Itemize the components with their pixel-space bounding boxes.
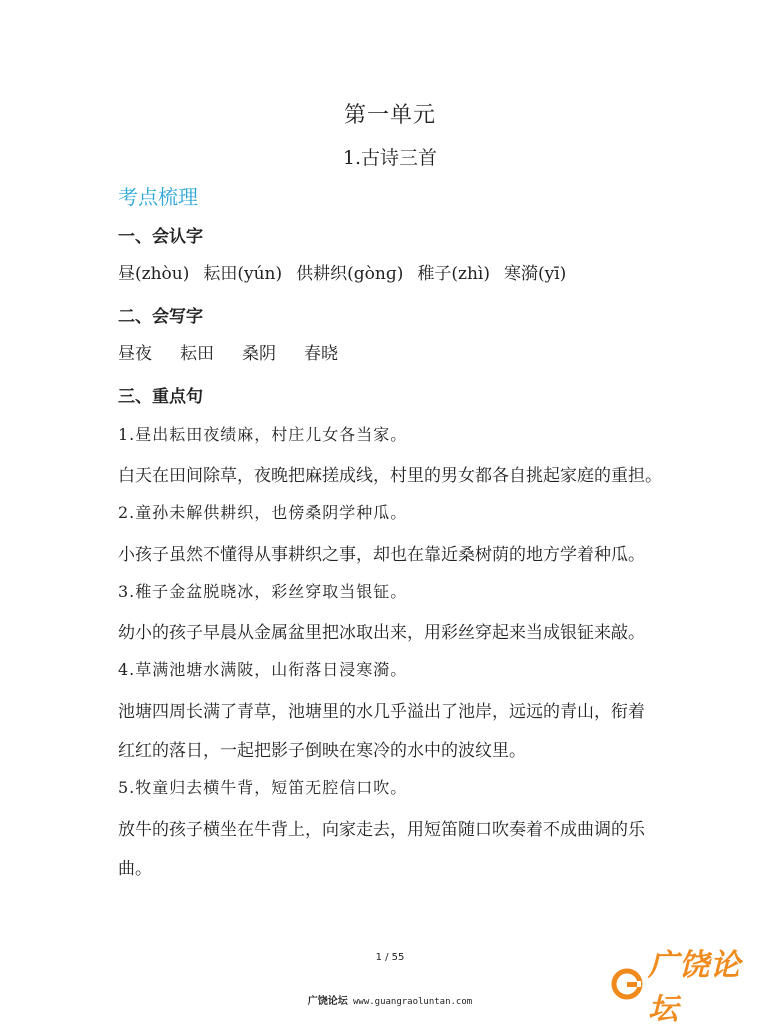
footer-site-url: www.guangraoluntan.com <box>352 997 473 1007</box>
poem-line: 5.牧童归去横牛背，短笛无腔信口吹。 <box>118 778 408 797</box>
write-item: 春晓 <box>304 344 338 364</box>
translation-line: 白天在田间除草，夜晚把麻搓成线，村里的男女都各自挑起家庭的重担。 <box>118 466 662 486</box>
footer-site-name: 广饶论坛 <box>307 996 348 1007</box>
write-item: 桑阴 <box>242 344 276 364</box>
translation-line: 小孩子虽然不懂得从事耕织之事，却也在靠近桑树荫的地方学着种瓜。 <box>118 545 645 565</box>
recognize-item: 耘田(yún) <box>203 264 283 284</box>
recognize-item: 稚子(zhì) <box>417 264 490 284</box>
recognize-item: 寒漪(yī) <box>503 264 567 284</box>
write-item: 昼夜 <box>118 344 152 364</box>
section-title: 考点梳理 <box>118 185 198 209</box>
poem-line: 4.草满池塘水满陂，山衔落日浸寒漪。 <box>118 660 408 679</box>
recognize-heading: 一、会认字 <box>118 227 203 247</box>
site-logo <box>610 948 770 1027</box>
key-sentences-heading: 三、重点句 <box>118 387 203 407</box>
translation-line: 池塘四周长满了青草，池塘里的水几乎溢出了池岸，远远的青山，衔着 <box>118 702 645 722</box>
logo-emblem-icon <box>610 967 644 1001</box>
translation-line: 放牛的孩子横坐在牛背上，向家走去，用短笛随口吹奏着不成曲调的乐 <box>118 820 645 840</box>
lesson-title: 1.古诗三首 <box>342 147 438 169</box>
poem-line: 3.稚子金盆脱晓冰，彩丝穿取当银钲。 <box>118 582 408 601</box>
logo-text: 广饶论坛 <box>648 948 741 1027</box>
recognize-item: 供耕织(gònɡ) <box>296 264 404 284</box>
translation-line: 红红的落日，一起把影子倒映在寒冷的水中的波纹里。 <box>118 741 526 761</box>
recognize-item: 昼(zhòu) <box>118 264 190 284</box>
write-item: 耘田 <box>180 344 214 364</box>
translation-line: 曲。 <box>118 859 152 879</box>
translation-line: 幼小的孩子早晨从金属盆里把冰取出来，用彩丝穿起来当成银钲来敲。 <box>118 623 645 643</box>
write-list <box>118 339 338 364</box>
poem-line: 1.昼出耘田夜绩麻，村庄儿女各当家。 <box>118 425 408 444</box>
write-heading: 二、会写字 <box>118 307 203 327</box>
recognize-list <box>118 259 566 284</box>
poem-line: 2.童孙未解供耕织，也傍桑阴学种瓜。 <box>118 503 408 522</box>
page-number: 1 / 55 <box>375 952 405 963</box>
unit-title: 第一单元 <box>343 103 436 128</box>
